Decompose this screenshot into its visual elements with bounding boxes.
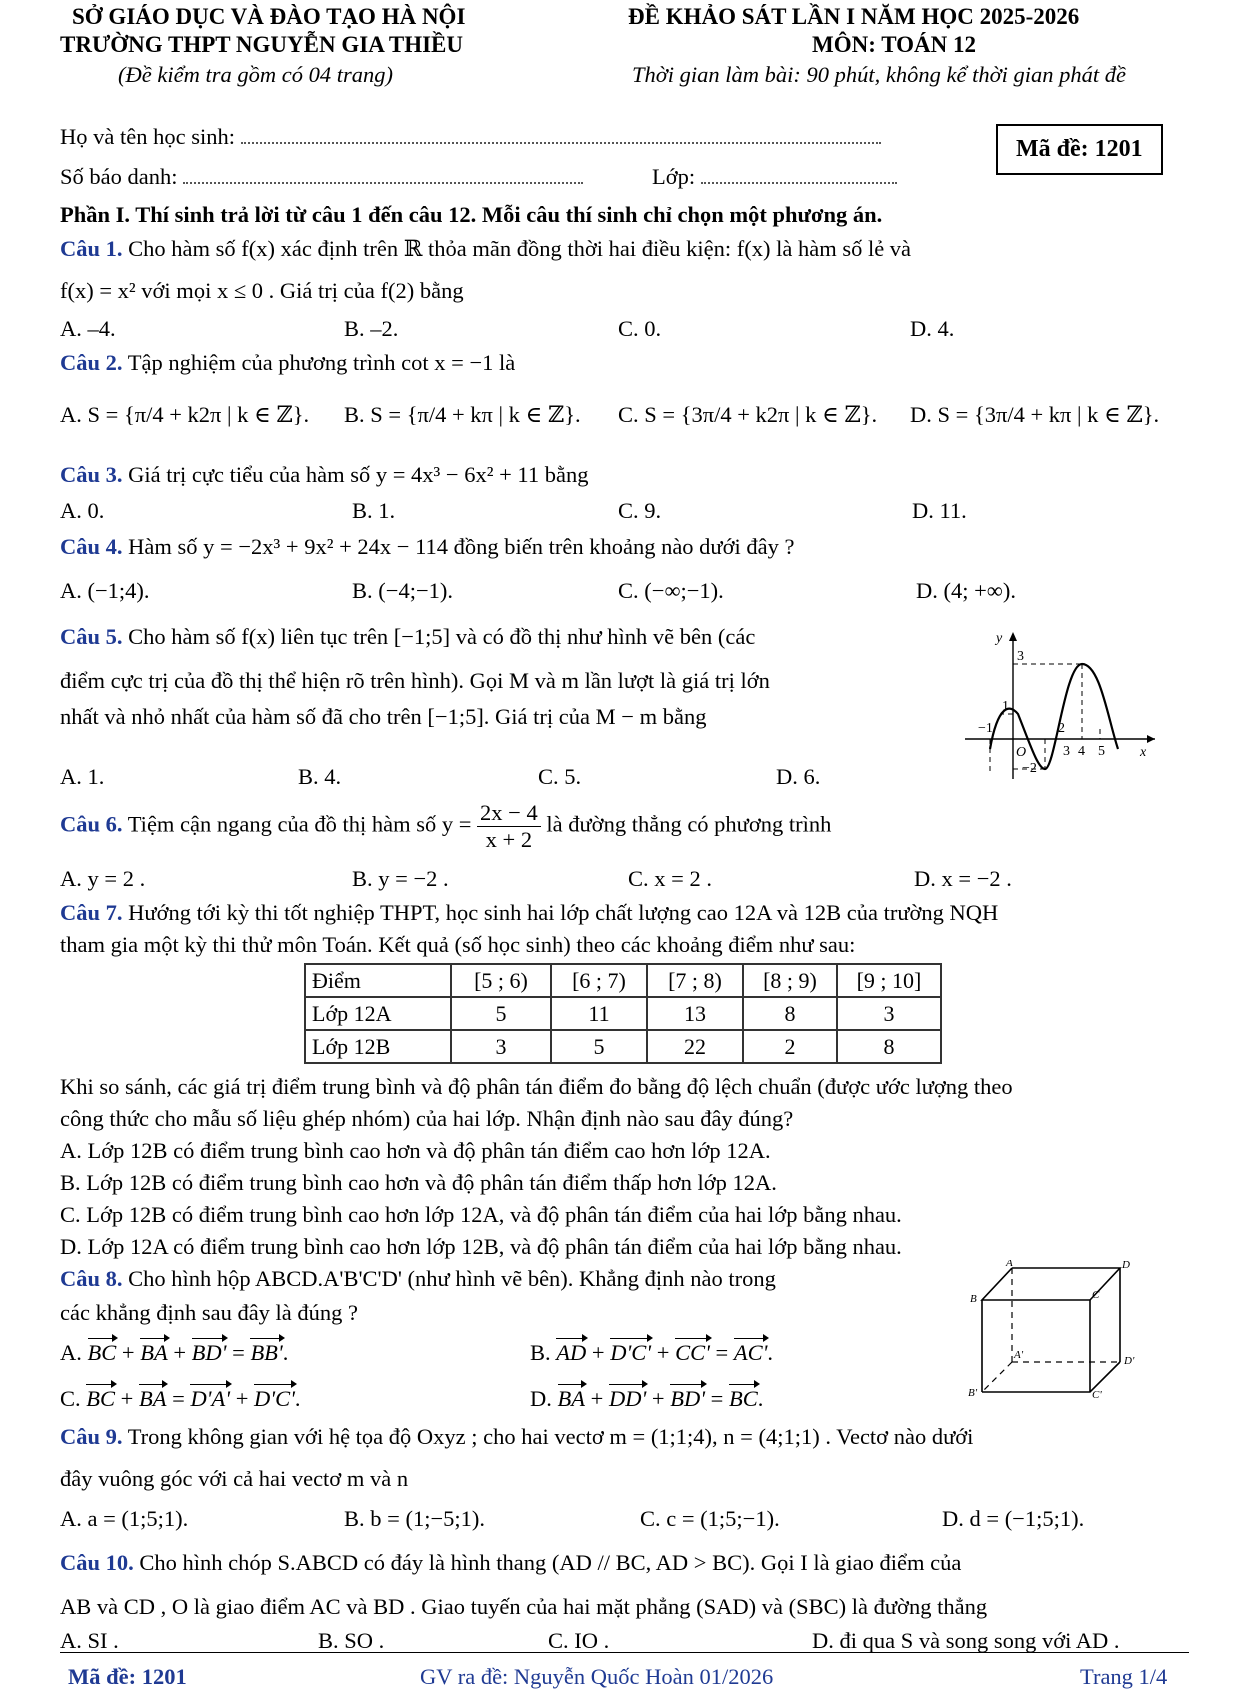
q8-option-b: B. AD + D'C' + CC' = AC'.	[530, 1340, 774, 1365]
table-cell: 11	[551, 997, 647, 1030]
q7-text2: tham gia một kỳ thi thử môn Toán. Kết quả (số học sinh) theo các khoảng điểm như sau:	[60, 932, 856, 957]
vertex-A: A	[1006, 1260, 1013, 1269]
student-id-label: Số báo danh:	[60, 164, 178, 189]
q4-text: Hàm số y = −2x³ + 9x² + 24x − 114 đồng biến trên khoảng nào dưới đây ?	[122, 534, 795, 559]
table-cell: 13	[647, 997, 743, 1030]
graph-tick-neg1: −1	[978, 721, 993, 736]
table-row	[305, 997, 941, 1030]
q7-label: Câu 7.	[60, 900, 123, 925]
q10-line1	[60, 1550, 961, 1576]
student-name-label: Họ và tên học sinh:	[60, 124, 235, 149]
q6-text-b: là đường thẳng có phương trình	[540, 811, 832, 837]
vector-term: BC	[87, 1340, 117, 1365]
q5-option-a: A. 1.	[60, 764, 105, 789]
vertex-A-prime: A'	[1014, 1349, 1024, 1361]
q6-numerator: 2x − 4	[477, 800, 541, 827]
student-id-field	[183, 164, 583, 184]
q3-option-b: B. 1.	[352, 498, 396, 523]
q10-option-d: D. đi qua S và song song với AD .	[812, 1628, 1120, 1653]
q9-option-b: B. b = (1;−5;1).	[344, 1506, 485, 1531]
q8-parallelepiped-figure	[950, 1260, 1180, 1400]
q3-label: Câu 3.	[60, 462, 123, 487]
exam-title: ĐỀ KHẢO SÁT LẦN I NĂM HỌC 2025-2026	[628, 4, 1080, 29]
graph-origin: O	[1016, 745, 1027, 760]
q9-label: Câu 9.	[60, 1424, 123, 1449]
q2-option-d: D. S = {3π/4 + kπ | k ∈ ℤ}.	[910, 402, 1160, 427]
footer-author: GV ra đề: Nguyễn Quốc Hoàn 01/2026	[420, 1664, 774, 1689]
q10-option-b: B. SO .	[318, 1628, 385, 1653]
q2-option-c: C. S = {3π/4 + k2π | k ∈ ℤ}.	[618, 402, 878, 427]
table-header-cell: [7 ; 8)	[647, 964, 743, 997]
table-header-cell: [8 ; 9)	[743, 964, 837, 997]
exam-code-box: Mã đề: 1201	[996, 124, 1163, 175]
table-cell: Lớp 12A	[305, 997, 451, 1030]
time-note: Thời gian làm bài: 90 phút, không kể thời gian phát đề	[632, 62, 1126, 87]
q9-option-a: A. a = (1;5;1).	[60, 1506, 189, 1531]
table-cell: 3	[837, 997, 941, 1030]
q3-option-c: C. 9.	[618, 498, 662, 523]
vector-term: AD	[556, 1340, 587, 1365]
q7-text3: Khi so sánh, các giá trị điểm trung bình và độ phân tán điểm đo bằng độ lệch chuẩn (được ước lượng theo	[60, 1074, 1013, 1099]
footer-page-number: Trang 1/4	[1080, 1664, 1168, 1689]
q6-denominator: x + 2	[485, 827, 533, 852]
class-field	[701, 164, 897, 184]
q10-option-a: A. SI .	[60, 1628, 119, 1653]
school-name: TRƯỜNG THPT NGUYỄN GIA THIỀU	[60, 32, 464, 57]
vector-term: BA	[557, 1386, 585, 1411]
table-cell: Lớp 12B	[305, 1030, 451, 1063]
q7-text4: công thức cho mẫu số liệu ghép nhóm) của hai lớp. Nhận định nào sau đây đúng?	[60, 1106, 794, 1131]
part1-title: Phần I. Thí sinh trả lời từ câu 1 đến câu 12. Mỗi câu thí sinh chỉ chọn một phương án.	[60, 202, 883, 227]
q8-option-d: D. BA + DD' + BD' = BC.	[530, 1386, 764, 1411]
q2-label: Câu 2.	[60, 350, 123, 375]
q9-option-c: C. c = (1;5;−1).	[640, 1506, 780, 1531]
q9-option-d: D. d = (−1;5;1).	[942, 1506, 1085, 1531]
q3-text: Giá trị cực tiểu của hàm số y = 4x³ − 6x² + 11 bằng	[122, 462, 589, 487]
vector-term: D'C'	[610, 1340, 652, 1365]
student-name-row	[60, 124, 881, 150]
q3-line	[60, 462, 588, 488]
page-count-note: (Đề kiểm tra gồm có 04 trang)	[118, 62, 393, 87]
graph-tick-x5: 5	[1098, 744, 1105, 759]
q4-option-a: A. (−1;4).	[60, 578, 150, 603]
graph-tick-1: 1	[1002, 699, 1009, 714]
q5-line1	[60, 624, 755, 650]
subject: MÔN: TOÁN 12	[812, 32, 976, 57]
q8-label: Câu 8.	[60, 1266, 123, 1291]
q5-option-c: C. 5.	[538, 764, 582, 789]
vector-term: CC'	[675, 1340, 710, 1365]
vertex-C: C	[1092, 1289, 1100, 1301]
q6-line	[60, 800, 831, 853]
table-cell: 8	[837, 1030, 941, 1063]
q4-option-b: B. (−4;−1).	[352, 578, 453, 603]
vector-term: AC'	[733, 1340, 768, 1365]
q9-line1	[60, 1424, 973, 1450]
table-header-cell: [9 ; 10]	[837, 964, 941, 997]
q7-option-c: C. Lớp 12B có điểm trung bình cao hơn lớp 12A, và độ phân tán điểm của hai lớp bằng nhau.	[60, 1202, 902, 1227]
q3-option-a: A. 0.	[60, 498, 105, 523]
q7-line1	[60, 900, 998, 926]
q5-text1: Cho hàm số f(x) liên tục trên [−1;5] và có đồ thị như hình vẽ bên (các	[122, 624, 756, 649]
q8-text2: các khẳng định sau đây là đúng ?	[60, 1300, 359, 1325]
student-name-field	[241, 124, 881, 144]
vector-term: BC	[728, 1386, 758, 1411]
q1-text1: Cho hàm số f(x) xác định trên ℝ thỏa mãn đồng thời hai điều kiện: f(x) là hàm số lẻ và	[122, 236, 912, 261]
table-header-cell: [5 ; 6)	[451, 964, 551, 997]
q6-label: Câu 6.	[60, 811, 123, 837]
q3-option-d: D. 11.	[912, 498, 967, 523]
q8-option-c: C. BC + BA = D'A' + D'C'.	[60, 1386, 301, 1411]
q5-function-graph	[960, 624, 1160, 784]
vertex-D-prime: D'	[1124, 1355, 1135, 1367]
q10-label: Câu 10.	[60, 1550, 134, 1575]
q10-text1: Cho hình chóp S.ABCD có đáy là hình thang (AD // BC, AD > BC). Gọi I là giao điểm của	[133, 1550, 962, 1575]
q10-option-c: C. IO .	[548, 1628, 610, 1653]
class-row	[652, 164, 897, 190]
q9-text1: Trong không gian với hệ tọa độ Oxyz ; cho hai vectơ m = (1;1;4), n = (4;1;1) . Vectơ nào dưới	[122, 1424, 974, 1449]
q5-label: Câu 5.	[60, 624, 123, 649]
q2-line	[60, 350, 515, 376]
q8-line1	[60, 1266, 776, 1292]
option-prefix: D.	[530, 1386, 558, 1411]
table-cell: 8	[743, 997, 837, 1030]
q7-option-d: D. Lớp 12A có điểm trung bình cao hơn lớp 12B, và độ phân tán điểm của hai lớp bằng nhau.	[60, 1234, 902, 1259]
graph-tick-3y: 3	[1017, 649, 1024, 664]
graph-tick-neg2: −2	[1022, 761, 1037, 776]
vertex-D: D	[1122, 1260, 1130, 1271]
q6-option-a: A. y = 2 .	[60, 866, 146, 891]
vector-term: D'A'	[190, 1386, 231, 1411]
q7-option-b: B. Lớp 12B có điểm trung bình cao hơn và độ phân tán điểm thấp hơn lớp 12A.	[60, 1170, 777, 1195]
table-cell: 5	[551, 1030, 647, 1063]
q1-line1	[60, 236, 911, 262]
option-prefix: C.	[60, 1386, 87, 1411]
footer-exam-code: Mã đề: 1201	[68, 1664, 187, 1689]
vector-term: BD'	[670, 1386, 706, 1411]
table-cell: 3	[451, 1030, 551, 1063]
vector-term: BA	[138, 1386, 167, 1411]
vector-term: BA	[140, 1340, 168, 1365]
vector-term: BD'	[191, 1340, 227, 1365]
vector-term: BB'	[250, 1340, 283, 1365]
table-header-cell: [6 ; 7)	[551, 964, 647, 997]
footer-divider	[60, 1652, 1189, 1653]
vector-term: BC	[86, 1386, 116, 1411]
q1-option-c: C. 0.	[618, 316, 662, 341]
q8-option-a: A. BC + BA + BD' = BB'.	[60, 1340, 289, 1365]
q1-option-d: D. 4.	[910, 316, 955, 341]
graph-tick-x3: 3	[1063, 744, 1070, 759]
q2-text: Tập nghiệm của phương trình cot x = −1 là	[122, 350, 516, 375]
q2-option-a: A. S = {π/4 + k2π | k ∈ ℤ}.	[60, 402, 310, 427]
graph-y-label: y	[996, 631, 1003, 646]
class-label: Lớp:	[652, 164, 696, 189]
q9-text2: đây vuông góc với cả hai vectơ m và n	[60, 1466, 409, 1491]
table-header-cell: Điểm	[305, 964, 451, 997]
q1-option-a: A. –4.	[60, 316, 116, 341]
graph-x-label: x	[1140, 745, 1147, 760]
q1-text2: f(x) = x² với mọi x ≤ 0 . Giá trị của f(2) bằng	[60, 278, 464, 303]
q6-text-a: Tiệm cận ngang của đồ thị hàm số y =	[122, 811, 472, 837]
vector-term: DD'	[608, 1386, 647, 1411]
vertex-B: B	[970, 1293, 977, 1305]
vertex-B-prime: B'	[968, 1387, 978, 1399]
q8-text1: Cho hình hộp ABCD.A'B'C'D' (như hình vẽ bên). Khẳng định nào trong	[122, 1266, 776, 1291]
q4-option-d: D. (4; +∞).	[916, 578, 1016, 603]
table-cell: 5	[451, 997, 551, 1030]
q6-option-b: B. y = −2 .	[352, 866, 449, 891]
q4-label: Câu 4.	[60, 534, 123, 559]
q1-option-b: B. –2.	[344, 316, 399, 341]
q4-option-c: C. (−∞;−1).	[618, 578, 724, 603]
q5-text2: điểm cực trị của đồ thị thể hiện rõ trên hình). Gọi M và m lần lượt là giá trị lớn	[60, 668, 770, 693]
table-cell: 22	[647, 1030, 743, 1063]
student-id-row	[60, 164, 583, 190]
q6-fraction	[477, 800, 541, 853]
option-prefix: A.	[60, 1340, 88, 1365]
q6-option-c: C. x = 2 .	[628, 866, 712, 891]
q6-option-d: D. x = −2 .	[914, 866, 1012, 891]
table-cell: 2	[743, 1030, 837, 1063]
q5-text3: nhất và nhỏ nhất của hàm số đã cho trên [−1;5]. Giá trị của M − m bằng	[60, 704, 707, 729]
graph-tick-2: 2	[1058, 721, 1065, 736]
vertex-C-prime: C'	[1092, 1389, 1102, 1400]
table-row	[305, 1030, 941, 1063]
q5-option-d: D. 6.	[776, 764, 821, 789]
q5-option-b: B. 4.	[298, 764, 342, 789]
option-prefix: B.	[530, 1340, 557, 1365]
graph-tick-x4: 4	[1078, 744, 1085, 759]
q1-label: Câu 1.	[60, 236, 123, 261]
q7-text1: Hướng tới kỳ thi tốt nghiệp THPT, học sinh hai lớp chất lượng cao 12A và 12B của trường NQH	[122, 900, 999, 925]
q2-option-b: B. S = {π/4 + kπ | k ∈ ℤ}.	[344, 402, 581, 427]
q10-text2: AB và CD , O là giao điểm AC và BD . Giao tuyến của hai mặt phẳng (SAD) và (SBC) là đường thẳng	[60, 1594, 988, 1619]
q7-score-table	[304, 963, 942, 1064]
q4-line	[60, 534, 795, 560]
department-name: SỞ GIÁO DỤC VÀ ĐÀO TẠO HÀ NỘI	[72, 4, 466, 29]
q7-option-a: A. Lớp 12B có điểm trung bình cao hơn và độ phân tán điểm cao hơn lớp 12A.	[60, 1138, 771, 1163]
table-header-row	[305, 964, 941, 997]
vector-term: D'C'	[254, 1386, 295, 1411]
